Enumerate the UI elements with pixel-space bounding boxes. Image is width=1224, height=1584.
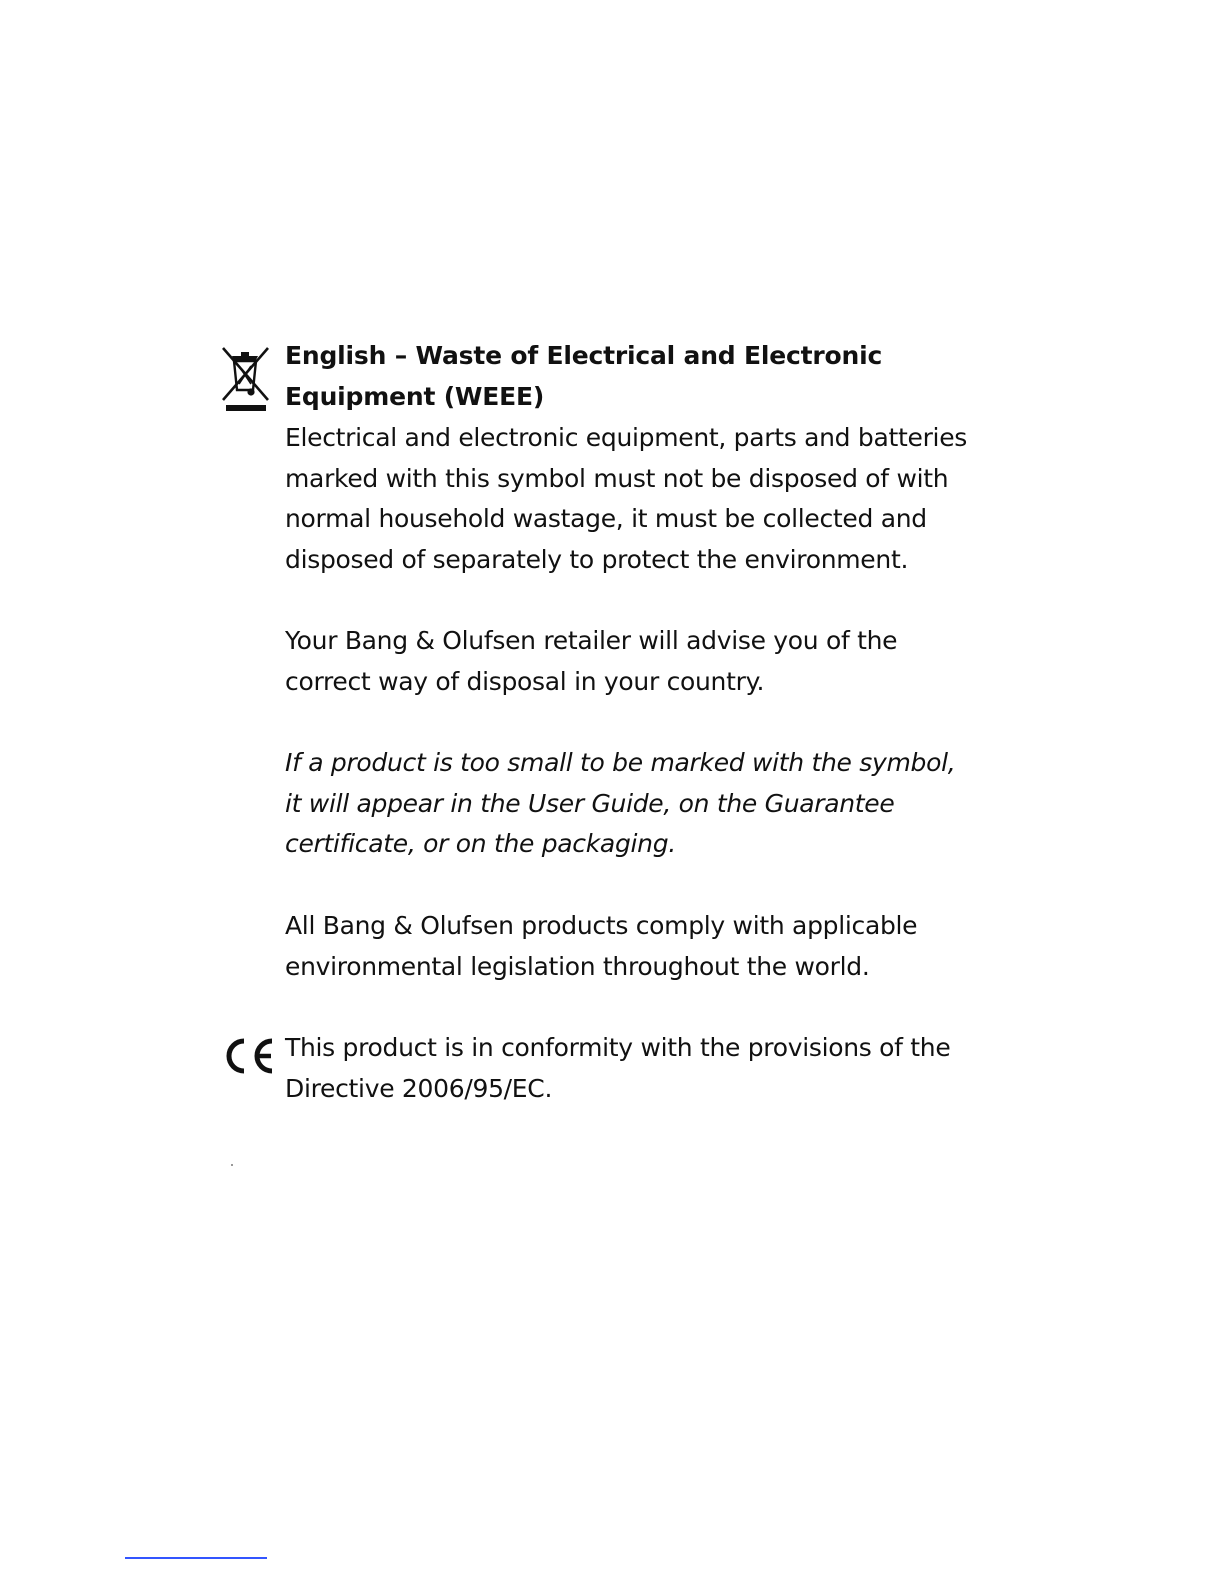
retailer-paragraph bbox=[285, 621, 985, 702]
compliance-paragraph bbox=[285, 906, 985, 987]
section-heading bbox=[285, 336, 985, 417]
small-product-note bbox=[285, 743, 985, 865]
crossed-out-wheelie-bin-icon bbox=[220, 344, 270, 412]
paragraph-line: This product is in conformity with the provisions of the bbox=[285, 1033, 951, 1062]
ce-mark-icon bbox=[222, 1036, 278, 1076]
paragraph-line: disposed of separately to protect the environment. bbox=[285, 545, 909, 575]
heading-line-1: English – Waste of Electrical and Electronic bbox=[285, 341, 883, 370]
paragraph-line: Electrical and electronic equipment, parts and batteries bbox=[285, 423, 968, 452]
footnote-rule bbox=[125, 1557, 267, 1559]
ce-statement bbox=[285, 1028, 985, 1109]
paragraph-line: correct way of disposal in your country. bbox=[285, 666, 765, 696]
heading-line-2: Equipment (WEEE) bbox=[285, 381, 545, 411]
paragraph-line: Directive 2006/95/EC. bbox=[285, 1073, 553, 1103]
paragraph-line: it will appear in the User Guide, on the Guarantee bbox=[285, 788, 895, 818]
paragraph-line: normal household wastage, it must be collected and bbox=[285, 504, 927, 534]
paragraph-line: marked with this symbol must not be disposed of with bbox=[285, 463, 949, 493]
paragraph-line: All Bang & Olufsen products comply with applicable bbox=[285, 911, 918, 940]
scan-speck bbox=[231, 1164, 233, 1166]
paragraph-line: Your Bang & Olufsen retailer will advise you of the bbox=[285, 626, 898, 655]
disposal-paragraph bbox=[285, 418, 985, 581]
paragraph-line: environmental legislation throughout the world. bbox=[285, 951, 870, 981]
paragraph-line: If a product is too small to be marked with the symbol, bbox=[285, 748, 956, 777]
paragraph-line: certificate, or on the packaging. bbox=[285, 829, 676, 859]
